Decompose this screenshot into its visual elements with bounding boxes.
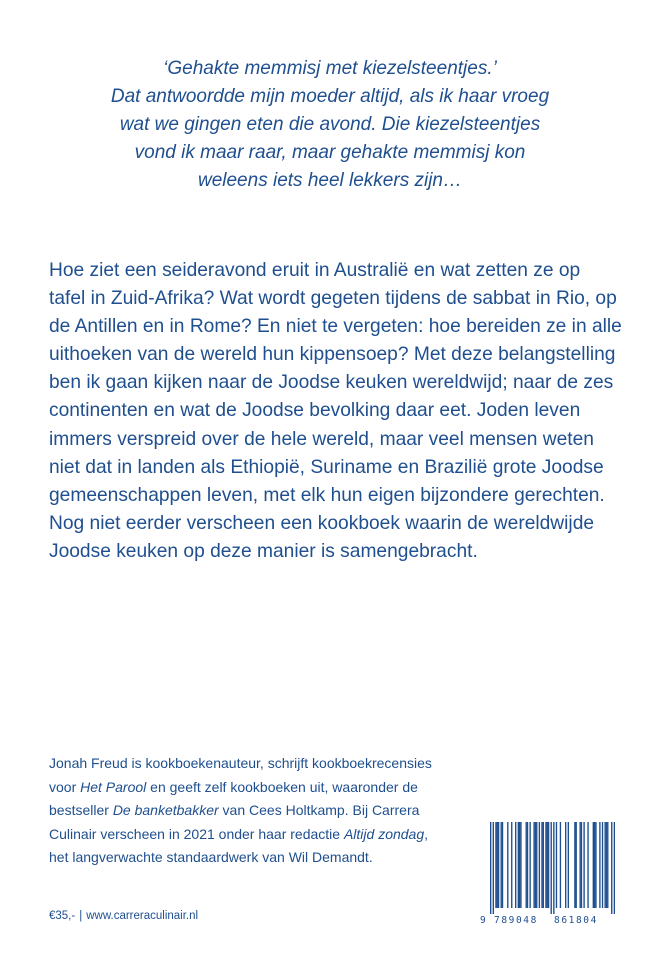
bio-line [49,776,469,800]
barcode-bar [502,822,503,908]
barcode-bar [587,822,588,908]
isbn-barcode [480,820,625,930]
bio-title-de-banketbakker: De banketbakker [112,802,219,818]
barcode-bar [545,822,546,908]
author-bio [49,752,469,870]
bio-text: , [424,825,429,842]
barcode-bar [507,822,508,908]
barcode-bar [541,822,542,908]
blurb-line: Joodse keuken op deze manier is samengebracht. [49,540,478,562]
barcode-bar [560,822,561,908]
barcode-left-group: 789048 [494,915,538,926]
blurb-line: gemeenschappen leven, met elk hun eigen bijzondere gerechten. [49,484,605,506]
blurb-line: immers verspreid over de hele wereld, maar veel mensen weten [49,428,594,450]
barcode-bar [519,822,520,908]
blurb-line: Hoe ziet een seideravond eruit in Australië en wat zetten ze op [49,260,581,281]
barcode-bar [518,822,519,908]
barcode-bar [604,822,605,908]
barcode-bar [556,822,557,908]
barcode-bar [565,822,566,908]
quote-line: wat we gingen eten die avond. Die kiezelsteentjes [119,114,541,135]
barcode-bar [501,822,502,908]
blurb-line: Nog niet eerder verscheen een kookboek waarin de wereldwijde [49,512,595,534]
quote-line: ‘Gehakte memmisj met kiezelsteentjes.’ [163,58,497,79]
barcode-bar [581,822,582,908]
bio-text: voor [49,778,81,795]
barcode-bar [574,822,575,908]
barcode-bar [606,822,607,908]
pull-quote [60,55,600,195]
barcode-bar [520,822,521,908]
barcode-bar [533,822,534,908]
barcode-bar [543,822,544,908]
barcode-bar [583,822,584,908]
barcode-bar [497,822,498,908]
price-label: €35,- [49,910,76,922]
barcode-bar [527,822,528,908]
barcode-bar [498,822,499,908]
barcode-bar [599,822,600,908]
bio-text: van Cees Holtkamp. Bij Carrera [218,802,420,818]
barcode-bar [548,822,549,908]
bio-line [49,823,469,847]
quote-line: Dat antwoordde mijn moeder altijd, als ik haar vroeg [110,86,550,107]
barcode-bar [493,822,494,914]
barcode-bar [579,822,580,908]
barcode-bar [602,822,603,908]
blurb-line: continenten en wat de Joodse bevolking daar eet. Joden leven [49,400,581,422]
blurb-line: tafel in Zuid-Afrika? Wat wordt gegeten tijdens de sabbat in Rio, op [49,288,617,310]
barcode-lead-digit: 9 [480,915,488,926]
quote-line: weleens iets heel lekkers zijn… [197,170,462,191]
bio-text: en geeft zelf kookboeken uit, waaronder de [146,778,418,795]
blurb-line: de Antillen en in Rome? En niet te vergeten: hoe bereiden ze in alle [49,316,622,338]
barcode-bar [529,822,530,908]
barcode-bar [515,822,516,908]
barcode-bar [607,822,608,908]
quote-line: vond ik maar raar, maar gehakte memmisj kon [134,142,526,163]
bio-title-het-parool: Het Parool [80,778,147,795]
barcode-right-group: 861804 [554,915,598,926]
barcode-bar [568,822,569,908]
barcode-bar [490,822,491,914]
blurb-line: niet dat in landen als Ethiopië, Suriname en Brazilië grote Joodse [49,456,604,478]
barcode-bar [547,822,548,908]
bio-title-altijd-zondag: Altijd zondag [343,825,425,842]
bio-text: bestseller [49,802,113,818]
barcode-bar [614,822,615,914]
blurb-line: ben ik gaan kijken naar de Joodse keuken wereldwijd; naar de zes [49,372,614,394]
barcode-bar [539,822,540,908]
barcode-bar [526,822,527,908]
bio-text: Culinair verscheen in 2021 onder haar redactie [49,825,344,842]
bio-line [49,799,469,823]
barcode-bar [536,822,537,908]
barcode-bar [535,822,536,908]
footer-info [49,910,198,922]
blurb-line: uithoeken van de wereld hun kippensoep? Met deze belangstelling [49,344,616,366]
barcode-bar [576,822,577,908]
barcode-bar [511,822,512,908]
website-link[interactable]: www.carreraculinair.nl [86,910,199,922]
barcode-bar [495,822,496,908]
barcode-bars [490,822,615,914]
barcode-bar [594,822,595,908]
footer-separator: | [79,910,83,922]
barcode-bar [595,822,596,908]
bio-line: Jonah Freud is kookboekenauteur, schrijft kookboekrecensies [49,755,432,771]
barcode-bar [553,822,554,914]
barcode-bar [551,822,552,914]
barcode-bar [611,822,612,914]
barcode-bar [593,822,594,908]
blurb-paragraph [49,257,629,566]
bio-line: het langverwachte standaardwerk van Wil Demandt. [49,849,373,865]
